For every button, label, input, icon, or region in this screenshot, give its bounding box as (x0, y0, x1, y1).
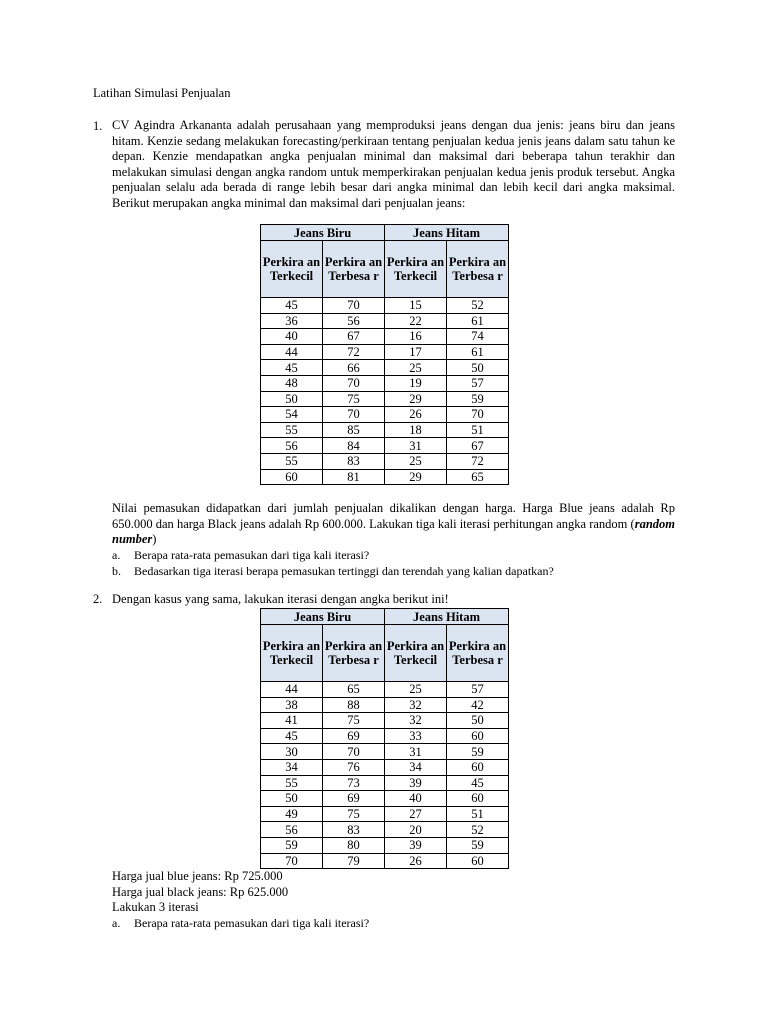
table-cell: 52 (447, 298, 509, 314)
table-cell: 59 (447, 744, 509, 760)
table-cell: 38 (261, 697, 323, 713)
table-cell: 70 (261, 853, 323, 869)
table-cell: 56 (261, 822, 323, 838)
table-cell: 32 (385, 697, 447, 713)
sub-a-marker: a. (112, 916, 121, 930)
table-cell: 41 (261, 713, 323, 729)
table-row (261, 744, 509, 760)
table-cell: 30 (261, 744, 323, 760)
table-cell: 31 (385, 438, 447, 454)
column-header: Perkira an Terkecil (261, 241, 323, 298)
table-cell: 51 (447, 422, 509, 438)
table-cell: 50 (447, 713, 509, 729)
sales-range-table-2 (260, 608, 509, 869)
table-cell: 50 (261, 791, 323, 807)
table-row (261, 360, 509, 376)
table-cell: 74 (447, 329, 509, 345)
table-cell: 32 (385, 713, 447, 729)
table-cell: 25 (385, 360, 447, 376)
open-paren: ( (630, 516, 635, 531)
question-2-intro: Dengan kasus yang sama, lakukan iterasi dengan angka berikut ini! (112, 592, 449, 606)
table-cell: 19 (385, 375, 447, 391)
table-cell: 75 (323, 391, 385, 407)
sub-a-text: Berapa rata-rata pemasukan dari tiga kali iterasi? (134, 916, 370, 930)
column-header: Perkira an Terkecil (385, 241, 447, 298)
table-cell: 49 (261, 806, 323, 822)
table-row (261, 775, 509, 791)
table-cell: 16 (385, 329, 447, 345)
table-cell: 73 (323, 775, 385, 791)
group-header-jeans-hitam: Jeans Hitam (385, 609, 509, 625)
table-cell: 34 (385, 759, 447, 775)
table-cell: 80 (323, 837, 385, 853)
table-cell: 17 (385, 344, 447, 360)
table-cell: 52 (447, 822, 509, 838)
table-cell: 39 (385, 837, 447, 853)
sub-b-text: Bedasarkan tiga iterasi berapa pemasukan tertinggi dan terendah yang kalian dapatkan? (134, 564, 554, 578)
table-row (261, 728, 509, 744)
table-cell: 25 (385, 682, 447, 698)
table-row (261, 853, 509, 869)
table-row (261, 422, 509, 438)
sub-a-marker: a. (112, 548, 121, 562)
table-row (261, 682, 509, 698)
question-1-number: 1. (93, 119, 103, 133)
column-header: Perkira an Terkecil (261, 625, 323, 682)
table-cell: 67 (447, 438, 509, 454)
random-number-term: random number (112, 516, 676, 547)
table-row (261, 313, 509, 329)
table-cell: 48 (261, 375, 323, 391)
table-cell: 31 (385, 744, 447, 760)
table-row (261, 453, 509, 469)
question-2-number: 2. (93, 592, 103, 606)
column-header: Perkira an Terbesa r (447, 241, 509, 298)
table-row (261, 329, 509, 345)
iteration-instruction: Lakukan 3 iterasi (112, 900, 199, 914)
table-cell: 26 (385, 853, 447, 869)
table-cell: 44 (261, 682, 323, 698)
table-row (261, 713, 509, 729)
column-header: Perkira an Terbesa r (447, 625, 509, 682)
sub-b-marker: b. (112, 564, 121, 578)
table-cell: 72 (323, 344, 385, 360)
table-cell: 61 (447, 344, 509, 360)
table-cell: 60 (447, 791, 509, 807)
table-cell: 51 (447, 806, 509, 822)
question-1-sub-b (112, 564, 554, 579)
table-cell: 60 (261, 469, 323, 485)
table-row (261, 469, 509, 485)
table-cell: 57 (447, 682, 509, 698)
table-row (261, 407, 509, 423)
table-cell: 69 (323, 791, 385, 807)
table-row (261, 697, 509, 713)
table-cell: 59 (447, 391, 509, 407)
table-cell: 88 (323, 697, 385, 713)
table-cell: 26 (385, 407, 447, 423)
blue-jeans-price: Harga jual blue jeans: Rp 725.000 (112, 869, 283, 883)
table-row (261, 391, 509, 407)
table-row (261, 806, 509, 822)
table-cell: 27 (385, 806, 447, 822)
table-cell: 40 (385, 791, 447, 807)
table-cell: 55 (261, 422, 323, 438)
table-cell: 83 (323, 822, 385, 838)
table-row (261, 344, 509, 360)
table-cell: 70 (323, 298, 385, 314)
table-cell: 70 (323, 407, 385, 423)
table-cell: 56 (261, 438, 323, 454)
sales-range-table-1 (260, 224, 509, 485)
table-cell: 60 (447, 853, 509, 869)
table-cell: 55 (261, 453, 323, 469)
table-cell: 36 (261, 313, 323, 329)
group-header-jeans-biru: Jeans Biru (261, 609, 385, 625)
document-title: Latihan Simulasi Penjualan (93, 86, 231, 100)
table-row (261, 822, 509, 838)
table-cell: 34 (261, 759, 323, 775)
column-header: Perkira an Terkecil (385, 625, 447, 682)
table-cell: 50 (447, 360, 509, 376)
table-cell: 57 (447, 375, 509, 391)
table-cell: 45 (261, 360, 323, 376)
column-header: Perkira an Terbesa r (323, 241, 385, 298)
table-cell: 22 (385, 313, 447, 329)
table-cell: 56 (323, 313, 385, 329)
table-cell: 29 (385, 391, 447, 407)
table-row (261, 759, 509, 775)
table-cell: 45 (261, 728, 323, 744)
table-cell: 54 (261, 407, 323, 423)
table-cell: 70 (323, 375, 385, 391)
table-cell: 81 (323, 469, 385, 485)
column-header: Perkira an Terbesa r (323, 625, 385, 682)
table-cell: 84 (323, 438, 385, 454)
table-cell: 60 (447, 728, 509, 744)
table-cell: 45 (447, 775, 509, 791)
table-cell: 65 (447, 469, 509, 485)
close-paren: ) (152, 532, 157, 547)
table-cell: 76 (323, 759, 385, 775)
table-cell: 45 (261, 298, 323, 314)
question-2-sub-a (112, 916, 369, 931)
table-cell: 67 (323, 329, 385, 345)
table-cell: 18 (385, 422, 447, 438)
pricing-text: Nilai pemasukan didapatkan dari jumlah penjualan dikalikan dengan harga. Harga Blue jeans adalah Rp 650.000 dan harga Black jeans adalah Rp 600.000. Lakukan tiga kali iterasi perhitungan angka random (112, 501, 675, 531)
table-cell: 33 (385, 728, 447, 744)
table-cell: 85 (323, 422, 385, 438)
table-cell: 66 (323, 360, 385, 376)
table-cell: 44 (261, 344, 323, 360)
table-cell: 42 (447, 697, 509, 713)
question-1-pricing-paragraph (112, 501, 675, 548)
table-cell: 39 (385, 775, 447, 791)
table-cell: 25 (385, 453, 447, 469)
table-cell: 60 (447, 759, 509, 775)
table-cell: 15 (385, 298, 447, 314)
black-jeans-price: Harga jual black jeans: Rp 625.000 (112, 885, 289, 899)
sub-a-text: Berapa rata-rata pemasukan dari tiga kali iterasi? (134, 548, 370, 562)
table-cell: 59 (261, 837, 323, 853)
table-row (261, 298, 509, 314)
table-cell: 50 (261, 391, 323, 407)
question-1-sub-a (112, 548, 369, 563)
table-cell: 70 (447, 407, 509, 423)
table-cell: 55 (261, 775, 323, 791)
group-header-jeans-biru: Jeans Biru (261, 225, 385, 241)
table-cell: 61 (447, 313, 509, 329)
question-1-paragraph: CV Agindra Arkananta adalah perusahaan yang memproduksi jeans dengan dua jenis: jeans biru dan jeans hitam. Kenzie sedang melakukan forecasting/perkiraan tentang penjualan kedua jenis jeans dalam satu tahun ke depan. Kenzie mendapatkan angka penjualan minimal dan maksimal dari beberapa tahun terakhir dan melakukan simulasi dengan angka random untuk memperkirakan penjualan kedua jenis produk tersebut. Angka penjualan selalu ada berada di range lebih besar dari angka minimal dan lebih kecil dari angka maksimal. Berikut merupakan angka minimal dan maksimal dari penjualan jeans: (112, 118, 675, 210)
table-cell: 79 (323, 853, 385, 869)
table-row (261, 438, 509, 454)
table-row (261, 837, 509, 853)
table-cell: 70 (323, 744, 385, 760)
table-cell: 29 (385, 469, 447, 485)
table-cell: 83 (323, 453, 385, 469)
table-cell: 59 (447, 837, 509, 853)
table-cell: 65 (323, 682, 385, 698)
group-header-jeans-hitam: Jeans Hitam (385, 225, 509, 241)
table-cell: 75 (323, 713, 385, 729)
table-cell: 40 (261, 329, 323, 345)
table-cell: 72 (447, 453, 509, 469)
table-cell: 69 (323, 728, 385, 744)
table-cell: 75 (323, 806, 385, 822)
table-row (261, 791, 509, 807)
table-row (261, 375, 509, 391)
table-cell: 20 (385, 822, 447, 838)
